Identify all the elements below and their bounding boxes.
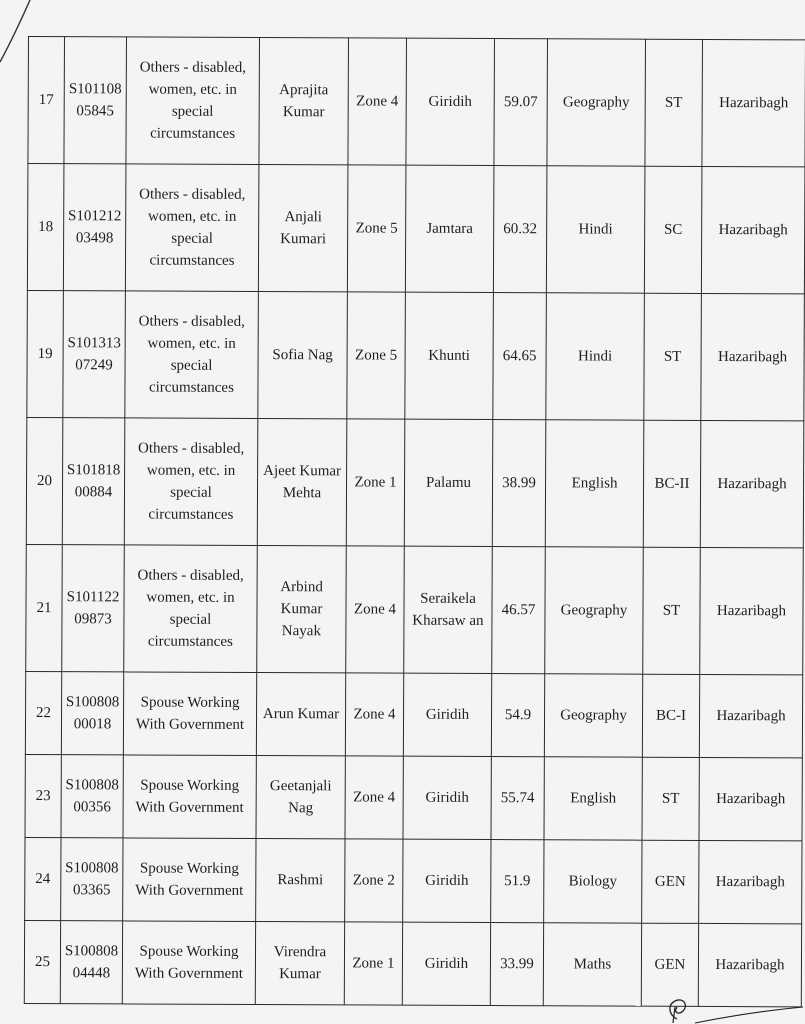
cell-zone: Zone 4 <box>348 38 407 165</box>
records-body <box>24 37 805 1007</box>
cell-id-line-2: 04448 <box>72 965 111 982</box>
cell-id <box>63 164 126 291</box>
cell-zone: Zone 4 <box>345 673 403 756</box>
cell-score: 55.74 <box>491 757 544 840</box>
cell-id <box>63 291 126 418</box>
table-row <box>27 164 805 294</box>
cell-id-line-1: S101122 <box>66 589 120 606</box>
table-row <box>25 837 802 923</box>
cell-name: Virendra Kumar <box>255 922 344 1005</box>
cell-id-line-2: 05845 <box>76 103 114 120</box>
table-row <box>25 671 802 757</box>
cell-id-line-1: S100808 <box>65 694 120 711</box>
cell-id-line-2: 03365 <box>72 882 111 899</box>
table-row <box>28 37 805 167</box>
cell-district: Jamtara <box>405 165 494 292</box>
cell-score: 64.65 <box>493 293 547 420</box>
cell-score: 51.9 <box>491 840 544 923</box>
cell-score: 46.57 <box>492 547 546 674</box>
cell-name: Arun Kumar <box>256 673 345 756</box>
cell-sl: 21 <box>26 544 63 671</box>
cell-caste: ST <box>642 757 699 840</box>
cell-category: Others - disabled, women, etc. in special circumstances <box>125 291 259 419</box>
cell-id <box>61 755 123 838</box>
cell-id-line-1: S100808 <box>64 943 119 960</box>
cell-id-line-1: S101108 <box>68 81 122 98</box>
cell-caste: BC-II <box>643 420 701 547</box>
cell-score: 33.99 <box>490 923 543 1006</box>
cell-category: Others - disabled, women, etc. in special circumstances <box>124 418 258 546</box>
cell-id-line-2: 09873 <box>74 611 112 628</box>
cell-subject: English <box>544 757 642 840</box>
cell-district: Giridih <box>402 922 490 1005</box>
cell-id-line-1: S101313 <box>67 335 121 352</box>
cell-zone: Zone 5 <box>347 165 406 292</box>
cell-district: Giridih <box>403 673 491 756</box>
cell-name: Sofia Nag <box>258 292 348 419</box>
cell-zone: Zone 4 <box>345 756 403 839</box>
cell-caste: SC <box>644 166 702 293</box>
cell-sl: 19 <box>27 290 64 417</box>
cell-subject: Geography <box>544 674 642 757</box>
cell-id <box>61 838 123 921</box>
cell-id <box>62 418 125 545</box>
cell-place: Hazaribagh <box>699 674 802 757</box>
cell-subject: Hindi <box>546 166 645 293</box>
cell-district: Giridih <box>406 38 495 165</box>
cell-name: Geetanjali Nag <box>256 756 345 839</box>
cell-subject: Maths <box>543 923 641 1006</box>
cell-zone: Zone 4 <box>346 546 405 673</box>
records-table <box>24 36 805 1007</box>
cell-sl: 18 <box>27 164 64 291</box>
cell-sl: 24 <box>25 837 61 920</box>
cell-id-line-2: 00884 <box>74 484 113 501</box>
cell-id-line-1: S101818 <box>66 462 121 479</box>
cell-id <box>60 921 122 1004</box>
cell-district: Khunti <box>405 292 494 419</box>
cell-score: 60.32 <box>493 166 547 293</box>
cell-place: Hazaribagh <box>701 166 805 293</box>
cell-id-line-2: 00018 <box>73 716 112 733</box>
cell-subject: English <box>545 420 644 547</box>
cell-name: Arbind Kumar Nayak <box>257 546 347 673</box>
cell-id-line-2: 07249 <box>75 357 113 374</box>
cell-subject: Geography <box>547 39 646 166</box>
cell-subject: Biology <box>544 840 642 923</box>
cell-place: Hazaribagh <box>699 840 802 923</box>
cell-caste: GEN <box>642 840 699 923</box>
table-row <box>26 417 804 547</box>
document-sheet <box>24 36 805 1007</box>
cell-caste: ST <box>644 293 702 420</box>
cell-category: Others - disabled, women, etc. in special circumstances <box>125 164 259 292</box>
cell-id-line-2: 03498 <box>75 230 114 247</box>
cell-score: 59.07 <box>494 39 548 166</box>
cell-score: 54.9 <box>491 674 544 757</box>
cell-district: Seraikela Kharsaw an <box>404 546 493 673</box>
cell-sl: 22 <box>25 671 61 754</box>
table-row <box>27 290 805 420</box>
cell-category: Others - disabled, women, etc. in special circumstances <box>124 545 258 673</box>
cell-place: Hazaribagh <box>699 757 802 840</box>
cell-category: Spouse Working With Government <box>123 838 256 922</box>
cell-zone: Zone 2 <box>345 839 403 922</box>
cell-category: Others - disabled, women, etc. in special circumstances <box>126 37 260 165</box>
cell-id-line-1: S101212 <box>68 208 122 225</box>
cell-caste: ST <box>645 39 703 166</box>
cell-id-line-1: S100808 <box>65 777 119 794</box>
cell-district: Giridih <box>403 839 491 922</box>
cell-caste: GEN <box>641 923 698 1006</box>
table-row <box>26 544 804 674</box>
cell-name: Ajeet Kumar Mehta <box>257 419 347 546</box>
cell-place: Hazaribagh <box>701 293 805 420</box>
cell-score: 38.99 <box>492 420 546 547</box>
cell-category: Spouse Working With Government <box>123 672 256 756</box>
cell-category: Spouse Working With Government <box>123 755 256 839</box>
cell-district: Giridih <box>403 756 491 839</box>
cell-name: Anjali Kumari <box>258 165 348 292</box>
signature-mark <box>655 995 805 1024</box>
cell-place: Hazaribagh <box>702 39 805 166</box>
cell-name: Aprajita Kumar <box>259 38 349 165</box>
cell-place: Hazaribagh <box>700 420 804 547</box>
cell-subject: Geography <box>545 547 644 674</box>
cell-zone: Zone 5 <box>347 292 406 419</box>
table-row <box>24 920 801 1006</box>
cell-place: Hazaribagh <box>698 923 801 1006</box>
cell-caste: BC-I <box>642 674 699 757</box>
cell-id <box>64 37 127 164</box>
cell-district: Palamu <box>404 419 493 546</box>
cell-zone: Zone 1 <box>346 419 405 546</box>
cell-name: Rashmi <box>256 839 345 922</box>
cell-sl: 23 <box>25 754 61 837</box>
table-row <box>25 754 802 840</box>
cell-zone: Zone 1 <box>344 922 402 1005</box>
cell-subject: Hindi <box>546 293 645 420</box>
cell-caste: ST <box>643 547 701 674</box>
cell-id <box>61 672 123 755</box>
cell-sl: 20 <box>26 417 63 544</box>
cell-sl: 17 <box>28 37 65 164</box>
cell-id-line-1: S100808 <box>65 860 119 877</box>
cell-id-line-2: 00356 <box>73 799 111 816</box>
cell-id <box>62 545 125 672</box>
cell-place: Hazaribagh <box>700 547 804 674</box>
cell-category: Spouse Working With Government <box>122 921 255 1005</box>
cell-sl: 25 <box>24 920 60 1003</box>
